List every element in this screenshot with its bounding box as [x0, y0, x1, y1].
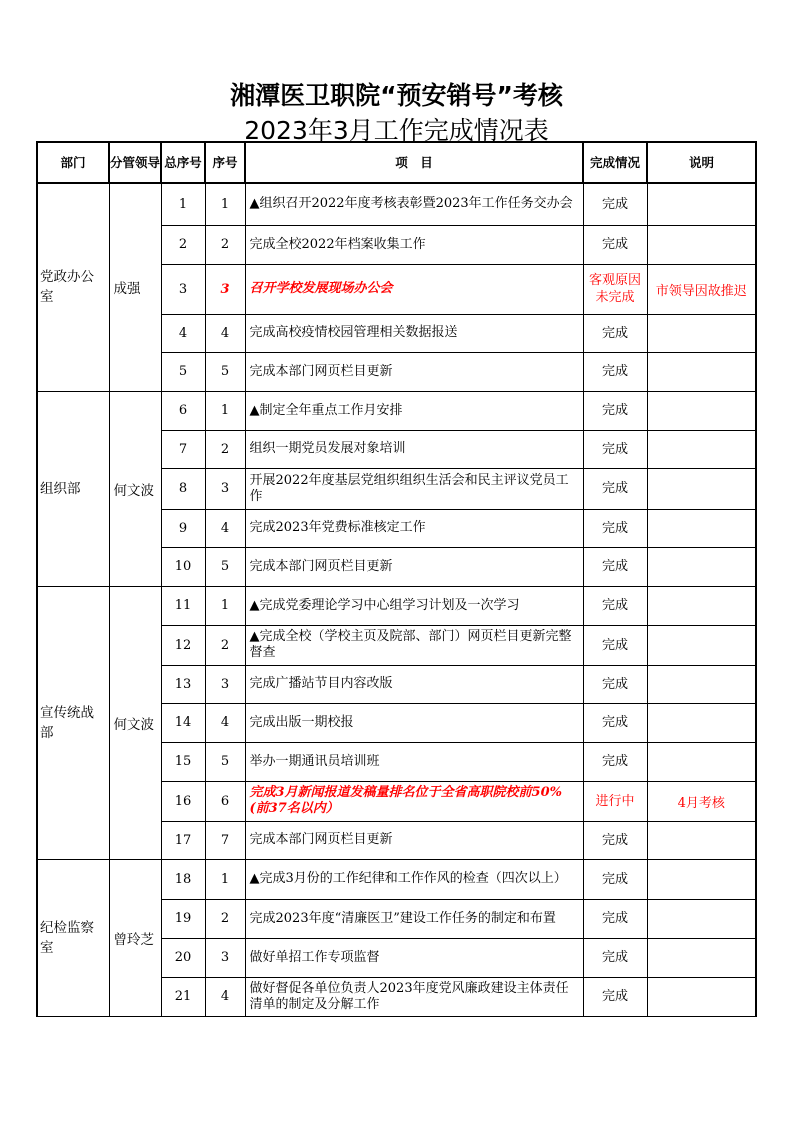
note-cell	[647, 352, 756, 391]
status-cell: 完成	[583, 314, 647, 352]
note-cell: 市领导因故推迟	[647, 264, 756, 314]
item-cell: ▲组织召开2022年度考核表彰暨2023年工作任务交办会	[245, 183, 583, 225]
department-cell: 组织部	[37, 391, 109, 586]
total-number-cell: 5	[161, 352, 205, 391]
item-cell: 做好督促各单位负责人2023年度党风廉政建设主体责任清单的制定及分解工作	[245, 977, 583, 1016]
status-cell: 完成	[583, 742, 647, 781]
leader-cell: 成强	[109, 183, 161, 391]
leader-cell: 何文波	[109, 586, 161, 859]
sequence-number-cell: 6	[205, 781, 245, 821]
department-cell: 党政办公室	[37, 183, 109, 391]
sequence-number-cell: 1	[205, 586, 245, 625]
note-cell	[647, 703, 756, 742]
total-number-cell: 2	[161, 225, 205, 264]
status-cell: 客观原因未完成	[583, 264, 647, 314]
item-cell: ▲完成3月份的工作纪律和工作作风的检查（四次以上）	[245, 859, 583, 899]
sequence-number-cell: 1	[205, 859, 245, 899]
sequence-number-cell: 1	[205, 391, 245, 430]
work-completion-table	[36, 141, 757, 1017]
item-cell: ▲制定全年重点工作月安排	[245, 391, 583, 430]
sequence-number-cell: 3	[205, 264, 245, 314]
note-cell	[647, 665, 756, 703]
table-row	[37, 859, 756, 899]
item-cell: ▲完成全校（学校主页及院部、部门）网页栏目更新完整督查	[245, 625, 583, 665]
total-number-cell: 19	[161, 899, 205, 938]
status-cell: 完成	[583, 977, 647, 1016]
total-number-cell: 10	[161, 547, 205, 586]
header-leader: 分管领导	[109, 142, 161, 183]
item-cell: 完成本部门网页栏目更新	[245, 352, 583, 391]
status-cell: 完成	[583, 547, 647, 586]
header-status: 完成情况	[583, 142, 647, 183]
sequence-number-cell: 3	[205, 665, 245, 703]
note-cell	[647, 586, 756, 625]
total-number-cell: 20	[161, 938, 205, 977]
status-cell: 完成	[583, 509, 647, 547]
total-number-cell: 11	[161, 586, 205, 625]
table-body	[37, 183, 756, 1016]
item-cell: 完成3月新闻报道发稿量排名位于全省高职院校前50%(前37名以内）	[245, 781, 583, 821]
item-cell: 完成2023年党费标准核定工作	[245, 509, 583, 547]
item-cell: ▲完成党委理论学习中心组学习计划及一次学习	[245, 586, 583, 625]
sequence-number-cell: 4	[205, 509, 245, 547]
sequence-number-cell: 3	[205, 938, 245, 977]
item-cell: 完成广播站节目内容改版	[245, 665, 583, 703]
status-cell: 完成	[583, 625, 647, 665]
note-cell	[647, 391, 756, 430]
header-item: 项 目	[245, 142, 583, 183]
item-cell: 举办一期通讯员培训班	[245, 742, 583, 781]
header-total-no: 总序号	[161, 142, 205, 183]
sequence-number-cell: 4	[205, 977, 245, 1016]
note-cell	[647, 509, 756, 547]
total-number-cell: 14	[161, 703, 205, 742]
item-cell: 完成全校2022年档案收集工作	[245, 225, 583, 264]
total-number-cell: 8	[161, 468, 205, 509]
header-no: 序号	[205, 142, 245, 183]
total-number-cell: 4	[161, 314, 205, 352]
note-cell	[647, 977, 756, 1016]
sequence-number-cell: 5	[205, 742, 245, 781]
document-title: 湘潭医卫职院“预安销号”考核	[230, 81, 563, 110]
status-cell: 完成	[583, 183, 647, 225]
item-cell: 完成本部门网页栏目更新	[245, 547, 583, 586]
status-cell: 完成	[583, 859, 647, 899]
item-cell: 完成2023年度“清廉医卫”建设工作任务的制定和布置	[245, 899, 583, 938]
note-cell	[647, 742, 756, 781]
total-number-cell: 1	[161, 183, 205, 225]
status-cell: 完成	[583, 352, 647, 391]
note-cell	[647, 314, 756, 352]
sequence-number-cell: 2	[205, 430, 245, 468]
status-cell: 完成	[583, 468, 647, 509]
sequence-number-cell: 2	[205, 899, 245, 938]
note-cell: 4月考核	[647, 781, 756, 821]
department-cell: 宣传统战部	[37, 586, 109, 859]
sequence-number-cell: 1	[205, 183, 245, 225]
note-cell	[647, 183, 756, 225]
item-cell: 召开学校发展现场办公会	[245, 264, 583, 314]
item-cell: 组织一期党员发展对象培训	[245, 430, 583, 468]
sequence-number-cell: 4	[205, 703, 245, 742]
document-subtitle: 2023年3月工作完成情况表	[244, 116, 549, 145]
sequence-number-cell: 5	[205, 547, 245, 586]
total-number-cell: 17	[161, 821, 205, 859]
table-row	[37, 586, 756, 625]
sequence-number-cell: 3	[205, 468, 245, 509]
note-cell	[647, 625, 756, 665]
table-row	[37, 391, 756, 430]
status-cell: 完成	[583, 225, 647, 264]
status-cell: 完成	[583, 665, 647, 703]
total-number-cell: 9	[161, 509, 205, 547]
note-cell	[647, 468, 756, 509]
leader-cell: 曾玲芝	[109, 859, 161, 1016]
sequence-number-cell: 5	[205, 352, 245, 391]
status-cell: 完成	[583, 430, 647, 468]
status-cell: 完成	[583, 938, 647, 977]
status-cell: 完成	[583, 821, 647, 859]
sequence-number-cell: 2	[205, 225, 245, 264]
sequence-number-cell: 7	[205, 821, 245, 859]
total-number-cell: 7	[161, 430, 205, 468]
status-cell: 进行中	[583, 781, 647, 821]
item-cell: 做好单招工作专项监督	[245, 938, 583, 977]
header-dept: 部门	[37, 142, 109, 183]
note-cell	[647, 899, 756, 938]
department-cell: 纪检监察室	[37, 859, 109, 1016]
note-cell	[647, 430, 756, 468]
item-cell: 完成高校疫情校园管理相关数据报送	[245, 314, 583, 352]
item-cell: 完成本部门网页栏目更新	[245, 821, 583, 859]
leader-cell: 何文波	[109, 391, 161, 586]
header-note: 说明	[647, 142, 756, 183]
table-row	[37, 183, 756, 225]
status-cell: 完成	[583, 586, 647, 625]
item-cell: 完成出版一期校报	[245, 703, 583, 742]
note-cell	[647, 225, 756, 264]
total-number-cell: 3	[161, 264, 205, 314]
total-number-cell: 6	[161, 391, 205, 430]
total-number-cell: 12	[161, 625, 205, 665]
note-cell	[647, 547, 756, 586]
note-cell	[647, 859, 756, 899]
note-cell	[647, 821, 756, 859]
item-cell: 开展2022年度基层党组织组织生活会和民主评议党员工作	[245, 468, 583, 509]
total-number-cell: 13	[161, 665, 205, 703]
status-cell: 完成	[583, 391, 647, 430]
note-cell	[647, 938, 756, 977]
total-number-cell: 15	[161, 742, 205, 781]
total-number-cell: 18	[161, 859, 205, 899]
table-header-row	[37, 142, 756, 183]
status-cell: 完成	[583, 899, 647, 938]
status-cell: 完成	[583, 703, 647, 742]
sequence-number-cell: 4	[205, 314, 245, 352]
total-number-cell: 16	[161, 781, 205, 821]
sequence-number-cell: 2	[205, 625, 245, 665]
total-number-cell: 21	[161, 977, 205, 1016]
